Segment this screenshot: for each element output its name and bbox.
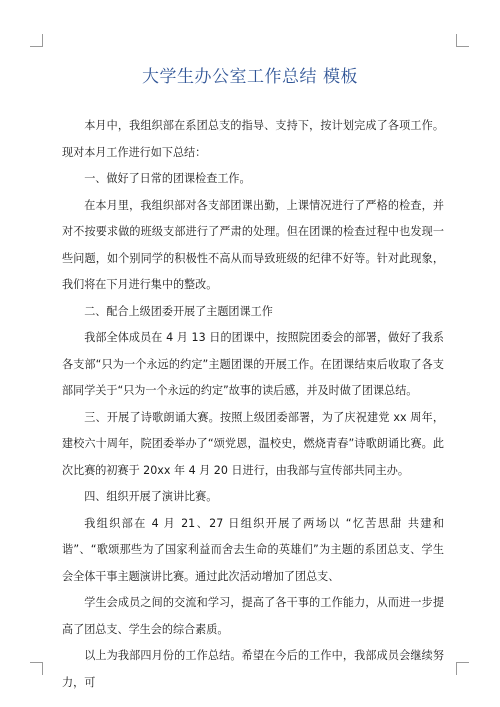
crop-mark-bottom-left [30, 662, 43, 675]
paragraph-4: 我组织部在 4 月 21、27 日组织开展了两场以 “忆苦思甜 共建和谐”、“歌颂那些为了国家利益而舍去生命的英雄们”为主题的系团总支、学生会全体干事主题演讲比赛。通过此次活动增加了团总支、 [62, 516, 444, 583]
section-heading-2: 二、配合上级团委开展了主题团课工作 [84, 304, 273, 318]
crop-mark-top-left [30, 34, 43, 47]
crop-mark-bottom-right [456, 662, 469, 675]
paragraph-intro: 本月中，我组织部在系团总支的指导、支持下，按计划完成了各项工作。现对本月工作进行如下总结： [62, 119, 444, 159]
paragraph-closing: 以上为我部四月份的工作总结。希望在今后的工作中，我部成员会继续努力，可 [62, 649, 444, 689]
document-title: 大学生办公室工作总结 模板 [142, 67, 358, 87]
paragraph-1: 在本月里，我组织部对各支部团课出勤，上课情况进行了严格的检查，并对不按要求做的班级支部进行了严肃的处理。但在团课的检查过程中也发现一些问题，如个别同学的积极性不高从而导致班级的纪律不好等。针对此现象，我们将在下月进行集中的整改。 [62, 198, 444, 291]
section-heading-1: 一、做好了日常的团课检查工作。 [84, 172, 251, 185]
paragraph-5: 学生会成员之间的交流和学习，提高了各干事的工作能力，从而进一步提高了团总支、学生会的综合素质。 [62, 596, 444, 636]
crop-mark-top-right [456, 34, 469, 47]
paragraph-3: 三、开展了诗歌朗诵大赛。按照上级团委部署，为了庆祝建党 xx 周年，建校六十周年，院团委举办了“颂党恩，温校史，燃烧青春”诗歌朗诵比赛。此次比赛的初赛于 20xx 年 4 月 20 日进行，由我部与宣传部共同主办。 [62, 410, 444, 477]
section-heading-4: 四、组织开展了演讲比赛。 [84, 490, 218, 503]
paragraph-2: 我部全体成员在 4 月 13 日的团课中，按照院团委会的部署，做好了我系各支部“只为一个永远的约定”主题团课的开展工作。在团课结束后收取了各支部同学关于“只为一个永远的约定”故事的读后感，并及时做了团课总结。 [62, 331, 444, 397]
document-body [62, 113, 444, 696]
